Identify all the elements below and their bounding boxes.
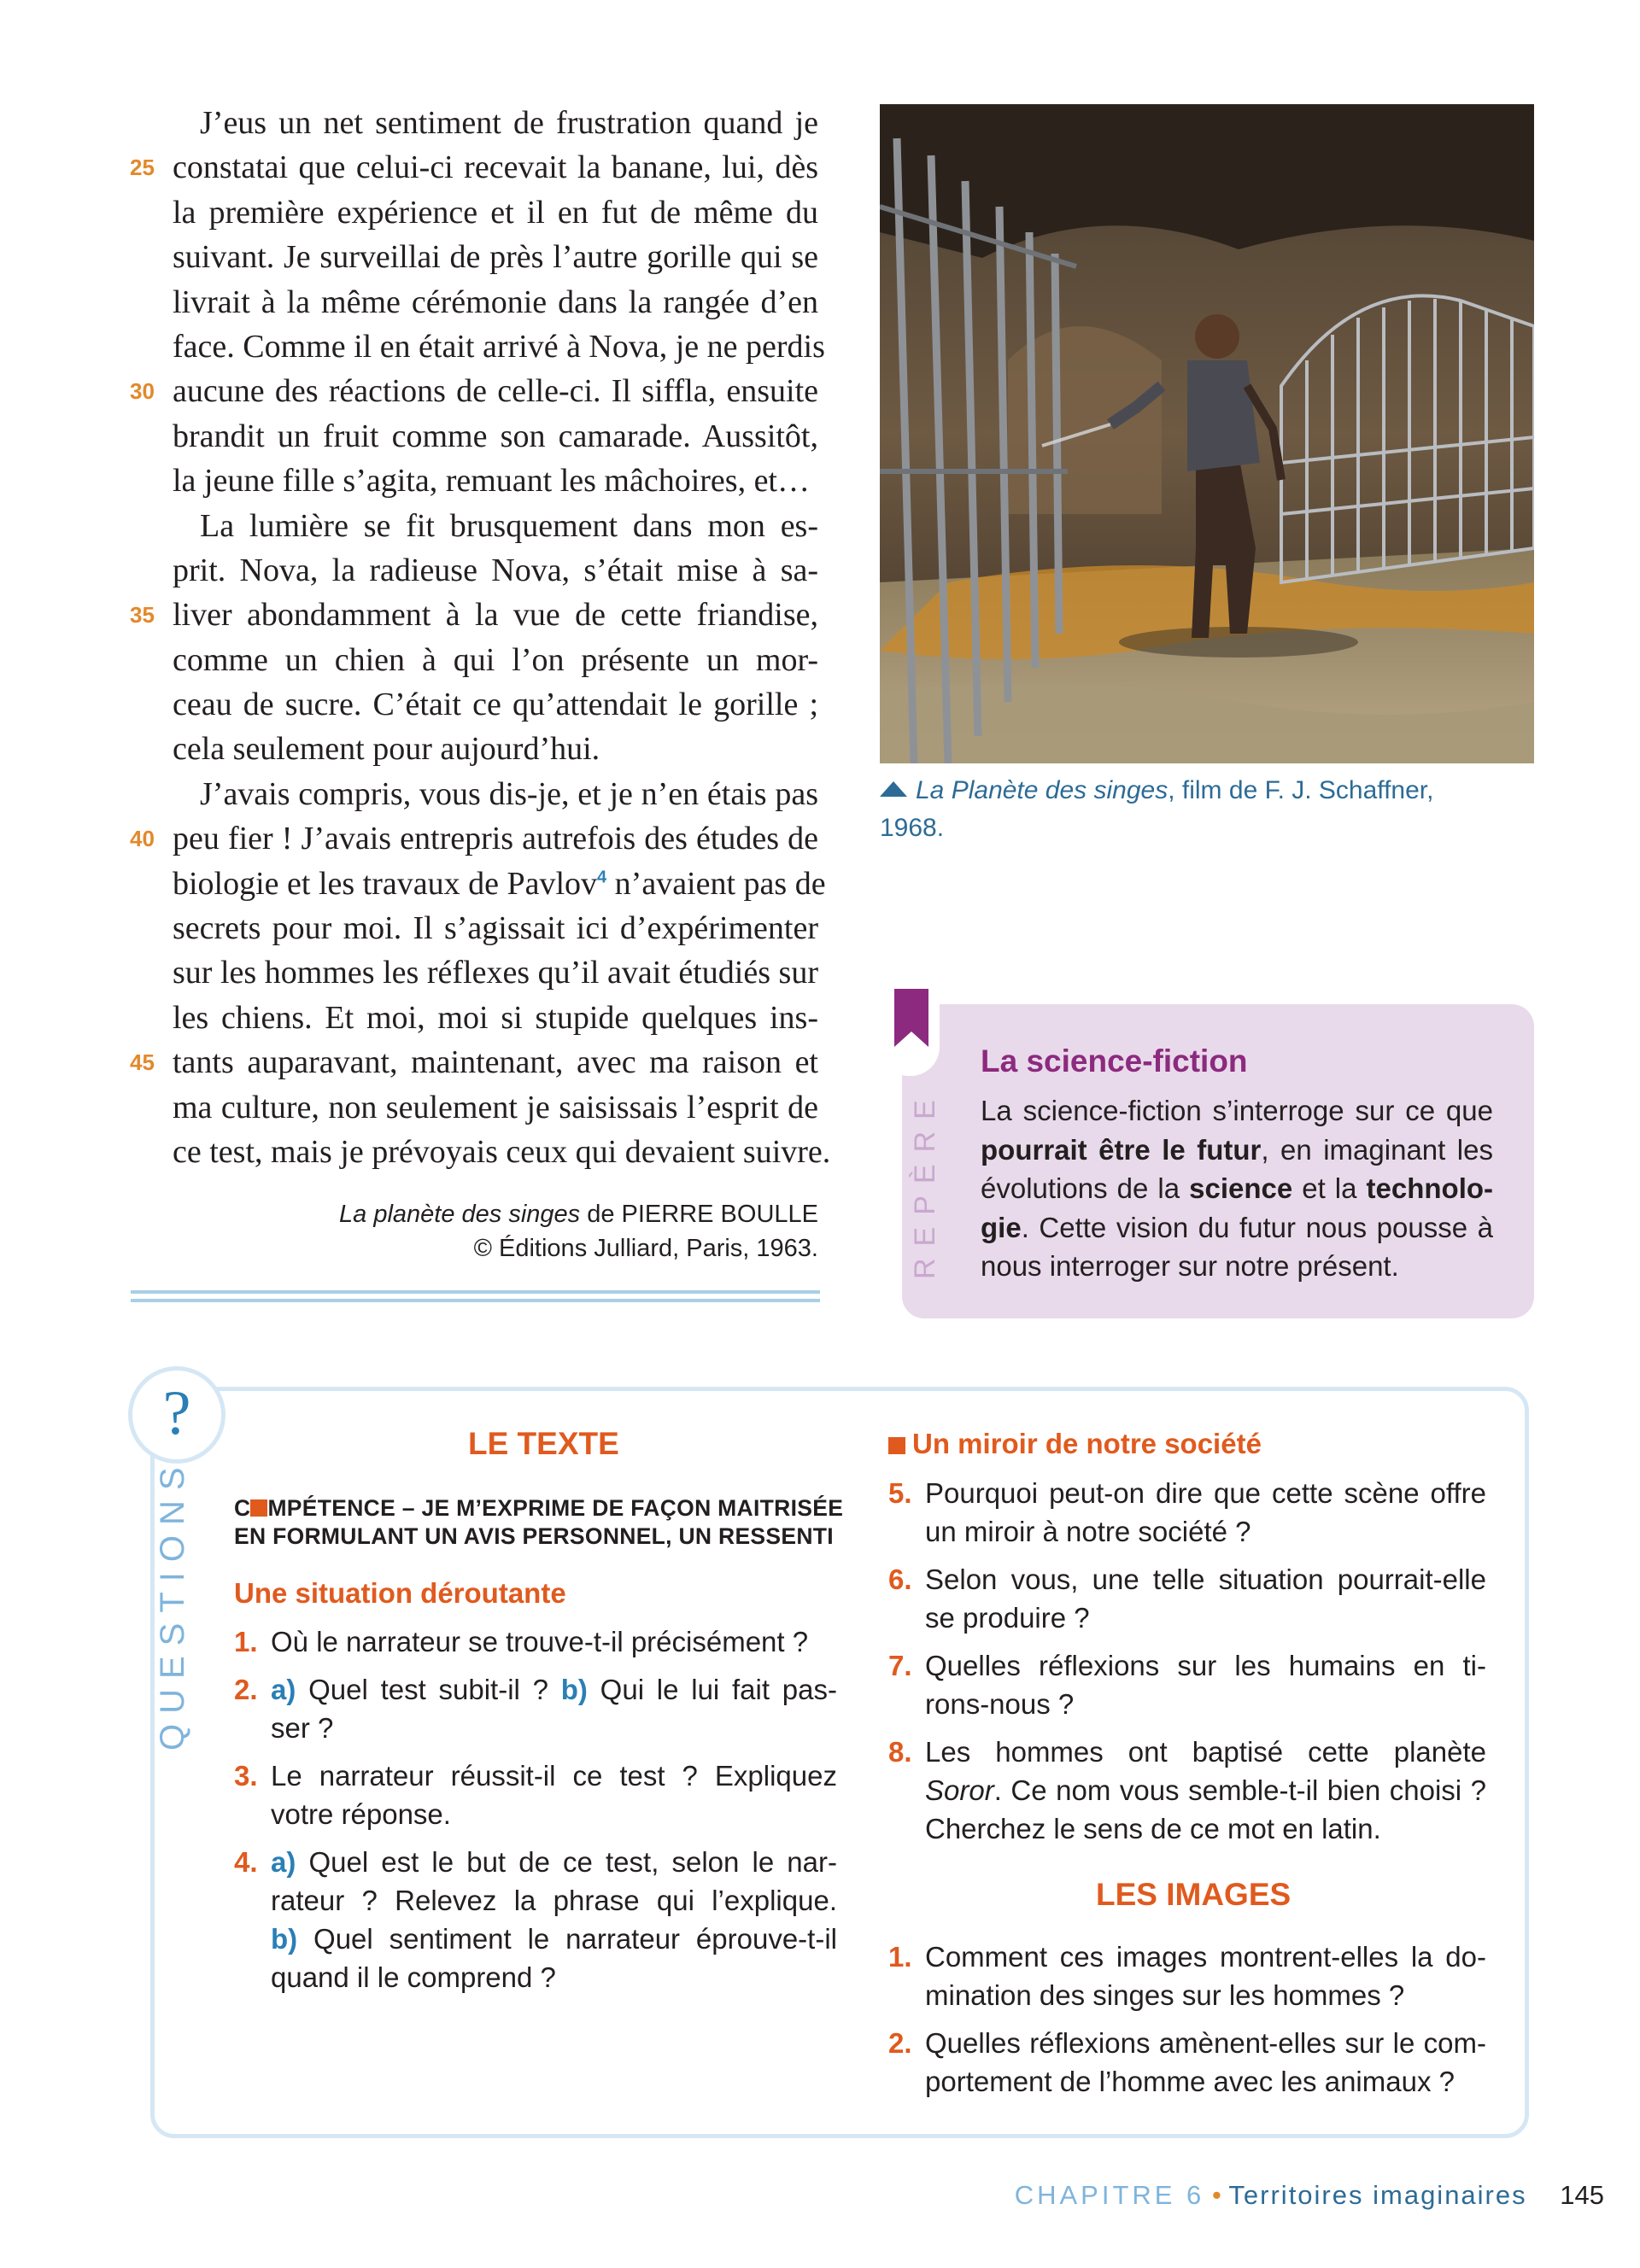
question-number: 7.: [888, 1650, 912, 1681]
line-text: la jeune fille s’agita, remuant les mâchoires, et…: [173, 463, 810, 500]
question-text: ser ?: [271, 1712, 334, 1744]
line-text: n’avaient pas de: [606, 865, 826, 902]
question-text: Où le narrateur se trouve-t-il précisément ?: [271, 1626, 809, 1657]
caption-film-credit: , film de F. J. Schaffner,: [1168, 776, 1434, 804]
line-text: peu fier ! J’avais entrepris autrefois des études de: [173, 821, 818, 857]
question-1: [234, 1622, 837, 1661]
line-text: La lumière se fit brusquement dans mon es-: [200, 507, 818, 544]
citation-title: La planète des singes: [339, 1201, 581, 1228]
subtitle-text: Un miroir de notre société: [912, 1428, 1262, 1459]
part-a-label: a): [271, 1846, 296, 1878]
line-text: cela seulement pour aujourd’hui.: [173, 731, 600, 768]
line-text: suivant. Je surveillai de près l’autre gorille qui se: [173, 239, 818, 276]
text-line: [173, 682, 818, 727]
text-line: [173, 504, 818, 548]
orange-square-icon: [250, 1499, 267, 1517]
line-number: 30: [130, 378, 155, 405]
part-b-label: b): [560, 1674, 588, 1705]
question-text: Pourquoi peut-on dire que cette scène offre: [925, 1477, 1486, 1509]
question-number: 6.: [888, 1564, 912, 1595]
literary-excerpt: [130, 101, 831, 1174]
repere-keyword: technolo-: [1366, 1172, 1494, 1204]
repere-text: La science-fiction s’interroge sur ce que: [981, 1095, 1493, 1126]
part-a-label: a): [271, 1674, 296, 1705]
question-text: Comment ces images montrent-elles la do-: [925, 1941, 1486, 1973]
line-text: sur les hommes les réflexes qu’il avait étudiés sur: [173, 955, 818, 991]
subtitle-situation-deroutante: Une situation déroutante: [234, 1577, 566, 1609]
line-number: 25: [130, 155, 155, 181]
question-text: rateur ? Relevez la phrase qui l’explique.: [271, 1885, 837, 1916]
film-still-photo: [880, 104, 1534, 763]
repere-text: . Cette vision du futur nous pousse à: [1021, 1211, 1493, 1243]
page-footer: [1015, 2180, 1604, 2211]
text-line: [173, 772, 818, 816]
question-text: votre réponse.: [271, 1798, 451, 1830]
question-text: Selon vous, une telle situation pourrait-elle: [925, 1564, 1486, 1595]
text-line: [173, 459, 818, 503]
question-text: se produire ?: [925, 1602, 1090, 1634]
caption-film-title: La Planète des singes: [916, 776, 1168, 804]
line-text: aucune des réactions de celle-ci. Il siffla, ensuite: [173, 373, 818, 410]
bookmark-icon: [894, 989, 928, 1047]
text-line: [173, 101, 818, 145]
citation-copyright: © Éditions Julliard, Paris, 1963.: [473, 1235, 818, 1262]
question-text: Les hommes ont baptisé cette planète: [925, 1736, 1486, 1768]
divider-rule-bottom: [131, 1299, 820, 1302]
question-number: 4.: [234, 1846, 258, 1878]
line-text: les chiens. Et moi, moi si stupide quelques ins-: [173, 999, 818, 1036]
text-line: [130, 145, 818, 190]
text-line: [130, 1040, 818, 1084]
part-b-text: Qui le lui fait pas-: [587, 1674, 837, 1705]
line-number: 45: [130, 1049, 155, 1076]
question-mark-badge: [128, 1366, 226, 1464]
footnote-reference: 4: [597, 867, 607, 886]
line-text: biologie et les travaux de Pavlov: [173, 865, 598, 902]
question-8: [888, 1733, 1486, 1848]
question-text: quand il le comprend ?: [271, 1961, 556, 1993]
question-text: Quel est le but de ce test, selon le nar-: [296, 1846, 837, 1878]
footer-chapter-title: Territoires imaginaires: [1228, 2180, 1527, 2210]
line-text: face. Comme il en était arrivé à Nova, je ne perdis: [173, 328, 825, 365]
text-line: [173, 638, 818, 682]
image-question-2: [888, 2024, 1486, 2101]
photo-caption: [880, 772, 1534, 847]
repere-title: La science-fiction: [981, 1043, 1248, 1078]
question-number: 8.: [888, 1736, 912, 1768]
question-2: [234, 1670, 837, 1747]
question-text: mination des singes sur les hommes ?: [925, 1979, 1405, 2011]
text-line: [173, 1085, 818, 1130]
footer-chapter: CHAPITRE 6: [1014, 2180, 1205, 2210]
text-line: [173, 862, 826, 906]
question-7: [888, 1646, 1486, 1723]
line-text: tants auparavant, maintenant, avec ma raison et: [173, 1044, 818, 1081]
question-6: [888, 1560, 1486, 1637]
repere-line: [981, 1131, 1493, 1170]
repere-keyword: pourrait être le futur: [981, 1133, 1262, 1166]
repere-text: , en imaginant les: [1261, 1133, 1493, 1166]
text-line: [173, 906, 818, 950]
line-text: livrait à la même cérémonie dans la rangée d’en: [173, 284, 818, 320]
question-text: . Ce nom vous semble-t-il bien choisi ?: [993, 1774, 1486, 1806]
question-text: Le narrateur réussit-il ce test ? Expliquez: [271, 1760, 837, 1792]
divider-rule-top: [131, 1290, 820, 1294]
text-line: [173, 1130, 831, 1174]
orange-square-icon: [888, 1437, 905, 1454]
text-line: [173, 190, 818, 235]
line-text: la première expérience et il en fut de même du: [173, 194, 818, 231]
question-text: Quel sentiment le narrateur éprouve-t-il: [297, 1923, 837, 1955]
competence-heading: [234, 1494, 843, 1551]
text-line: [173, 996, 818, 1040]
text-line: [173, 727, 818, 771]
repere-line: [981, 1247, 1493, 1286]
line-text: ce test, mais je prévoyais ceux qui devaient suivre.: [173, 1133, 831, 1170]
question-text: rons-nous ?: [925, 1688, 1075, 1720]
text-line: [130, 816, 818, 861]
text-line: [130, 593, 818, 637]
text-line: [173, 235, 818, 279]
subtitle-miroir-societe: [888, 1428, 1262, 1460]
repere-text: et la: [1292, 1172, 1367, 1204]
line-text: J’avais compris, vous dis-je, et je n’en étais pas: [200, 775, 818, 812]
question-number: 2.: [234, 1674, 258, 1705]
questions-vertical-label: QUESTIONS: [154, 1457, 191, 1751]
question-text: Quelles réflexions amènent-elles sur le com-: [925, 2027, 1486, 2059]
section-title-le-texte: LE TEXTE: [468, 1426, 619, 1461]
question-text: Cherchez le sens de ce mot en latin.: [925, 1813, 1381, 1844]
page-number: 145: [1560, 2180, 1604, 2210]
repere-body: [981, 1091, 1493, 1286]
line-text: liver abondamment à la vue de cette friandise,: [173, 597, 818, 634]
competence-line1: MPÉTENCE – JE M’EXPRIME DE FAÇON MAITRISÉE: [267, 1495, 844, 1521]
text-line: [173, 548, 818, 593]
question-text: un miroir à notre société ?: [925, 1516, 1251, 1547]
question-number: 3.: [234, 1760, 258, 1792]
line-text: comme un chien à qui l’on présente un mor-: [173, 641, 818, 678]
competence-line2: EN FORMULANT UN AVIS PERSONNEL, UN RESSENTI: [234, 1523, 834, 1549]
question-text: portement de l’homme avec les animaux ?: [925, 2066, 1455, 2097]
line-text: secrets pour moi. Il s’agissait ici d’expérimenter: [173, 910, 818, 947]
repere-vertical-label: REPÈRE: [909, 1088, 941, 1279]
caption-year: 1968.: [880, 814, 945, 842]
repere-keyword: gie: [981, 1211, 1022, 1243]
line-text: brandit un fruit comme son camarade. Aussitôt,: [173, 418, 818, 454]
line-text: constatai que celui-ci recevait la banane, lui, dès: [173, 149, 818, 186]
line-number: 35: [130, 602, 155, 628]
text-line: [173, 950, 818, 995]
citation-author: de PIERRE BOULLE: [580, 1201, 818, 1228]
question-number: 1.: [888, 1941, 912, 1973]
image-question-1: [888, 1938, 1486, 2014]
question-5: [888, 1474, 1486, 1551]
citation: [339, 1197, 818, 1266]
repere-line: [981, 1169, 1493, 1208]
question-number: 2.: [888, 2027, 912, 2059]
text-line: [173, 324, 825, 369]
question-4: [234, 1843, 837, 1996]
repere-text: nous interroger sur notre présent.: [981, 1250, 1399, 1282]
text-line: [173, 414, 818, 459]
line-text: ceau de sucre. C’était ce qu’attendait le gorille ;: [173, 687, 818, 723]
text-line: [130, 369, 818, 413]
caption-triangle-icon: [880, 781, 907, 797]
question-3: [234, 1757, 837, 1833]
repere-keyword: science: [1189, 1172, 1293, 1204]
question-mark-icon: ?: [162, 1378, 191, 1448]
question-number: 1.: [234, 1626, 258, 1657]
line-text: ma culture, non seulement je saisissais l’esprit de: [173, 1089, 818, 1125]
line-text: J’eus un net sentiment de frustration quand je: [200, 105, 818, 141]
line-text: prit. Nova, la radieuse Nova, s’était mise à sa-: [173, 552, 818, 588]
repere-text: évolutions de la: [981, 1172, 1190, 1204]
repere-line: [981, 1091, 1493, 1131]
section-title-les-images: LES IMAGES: [1096, 1877, 1292, 1912]
soror-word: Soror: [925, 1774, 994, 1806]
photo-illustration: [880, 104, 1534, 763]
footer-bullet: •: [1211, 2180, 1221, 2210]
competence-letter: C: [234, 1495, 251, 1521]
line-number: 40: [130, 826, 155, 852]
part-b-label: b): [271, 1923, 298, 1955]
part-a-text: Quel test subit-il ?: [296, 1674, 561, 1705]
text-line: [173, 280, 818, 324]
question-number: 5.: [888, 1477, 912, 1509]
repere-line: [981, 1208, 1493, 1248]
question-text: Quelles réflexions sur les humains en ti-: [925, 1650, 1486, 1681]
